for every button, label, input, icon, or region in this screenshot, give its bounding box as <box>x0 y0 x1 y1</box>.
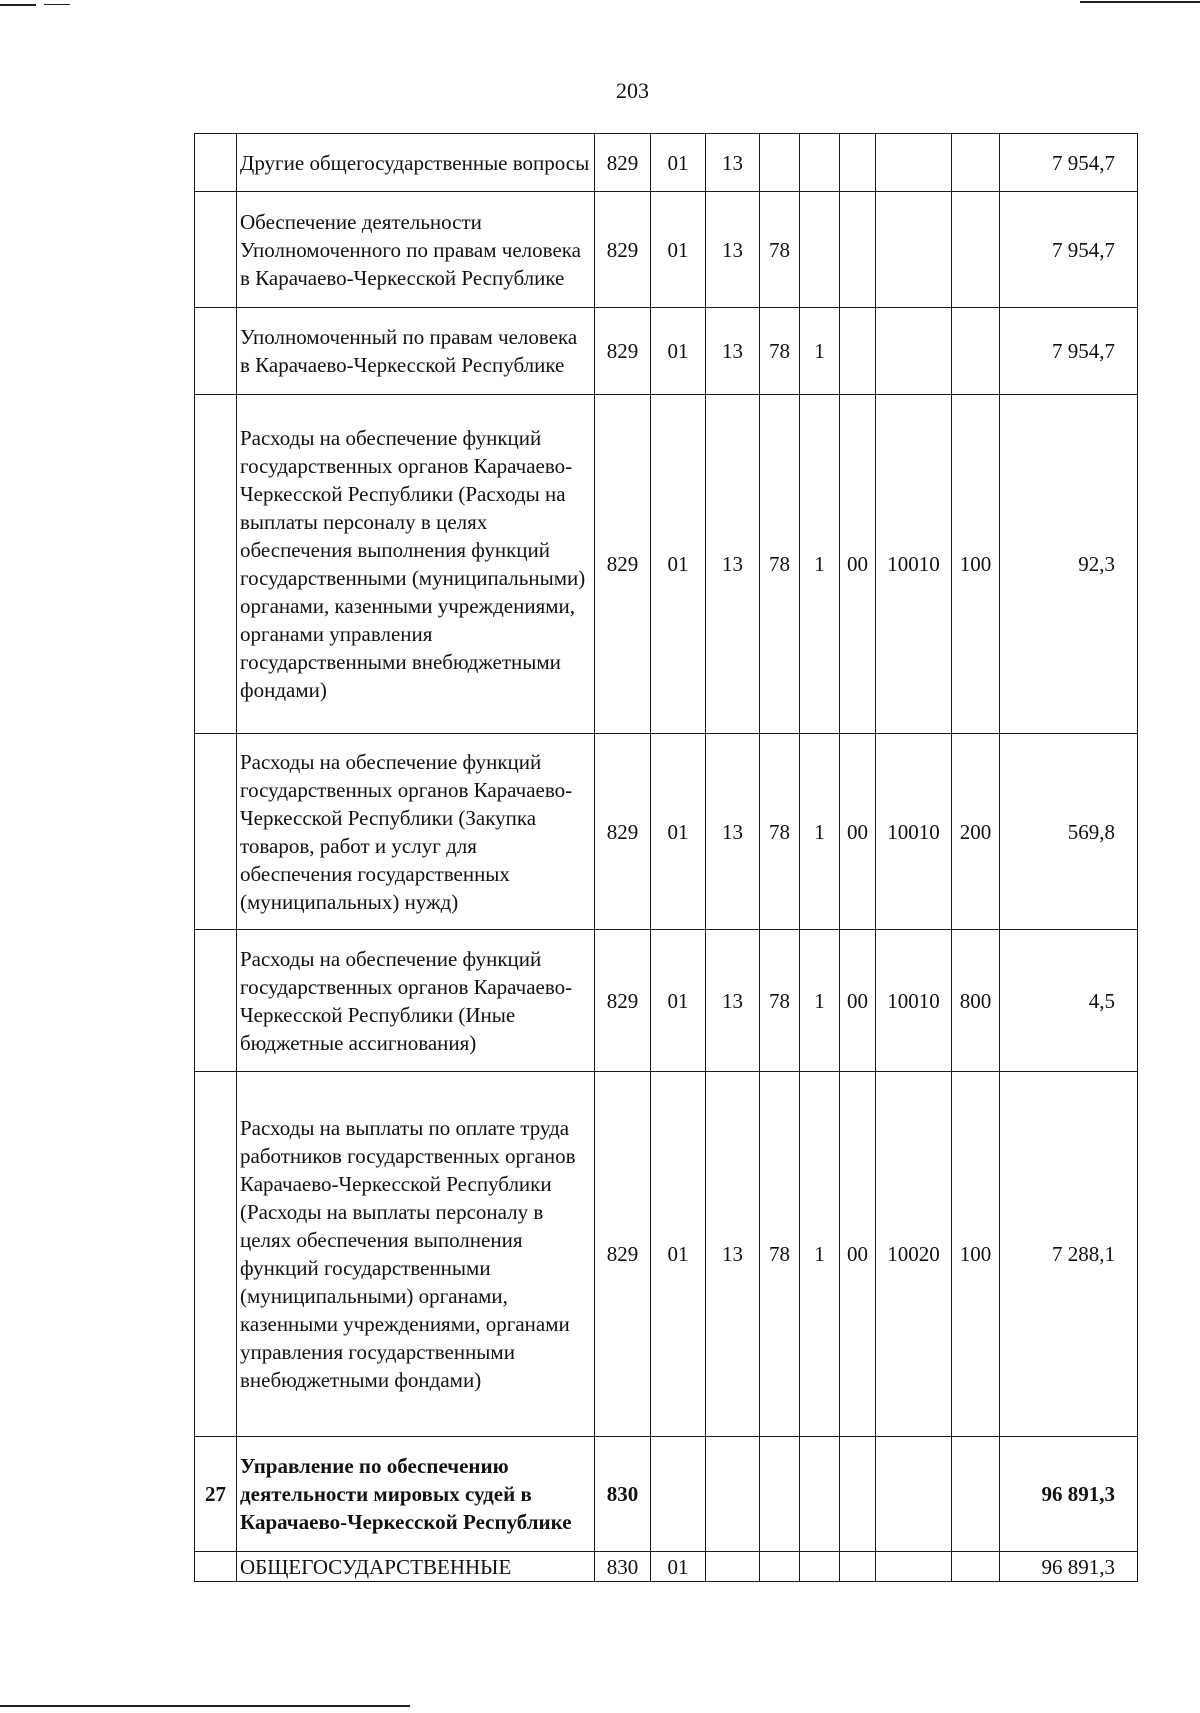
target-code-part1-cell: 78 <box>760 192 800 308</box>
target-code-part2-cell: 1 <box>800 1072 840 1437</box>
row-number-cell <box>195 1552 237 1582</box>
row-name-cell: Расходы на обеспечение функций государственных органов Карачаево-Черкесской Республики (Расходы на выплаты персоналу в целях обеспечения выполнения функций государственными (муниципальными) органами, казенными учреждениями, органами управления государственными внебюджетными фондами) <box>237 395 595 734</box>
target-code-part4-cell <box>876 308 952 395</box>
table-row <box>195 308 1138 395</box>
target-code-part4-cell <box>876 134 952 192</box>
target-code-part3-cell <box>840 308 876 395</box>
expense-type-cell <box>952 192 1000 308</box>
table-row <box>195 734 1138 930</box>
target-code-part2-cell <box>800 1552 840 1582</box>
budget-table <box>194 133 1138 1582</box>
target-code-part1-cell <box>760 1437 800 1552</box>
row-number-cell <box>195 1072 237 1437</box>
target-code-part2-cell: 1 <box>800 930 840 1072</box>
row-name-cell: Другие общегосударственные вопросы <box>237 134 595 192</box>
subsection-code-cell: 13 <box>706 1072 760 1437</box>
target-code-part3-cell <box>840 1437 876 1552</box>
row-number-cell <box>195 308 237 395</box>
expense-type-cell: 200 <box>952 734 1000 930</box>
section-code-cell <box>651 1437 706 1552</box>
amount-cell: 7 954,7 <box>1000 134 1138 192</box>
subsection-code-cell <box>706 1552 760 1582</box>
target-code-part4-cell: 10010 <box>876 734 952 930</box>
row-name-cell: Обеспечение деятельности Уполномоченного по правам человека в Карачаево-Черкесской Республике <box>237 192 595 308</box>
expense-type-cell <box>952 1437 1000 1552</box>
target-code-part1-cell: 78 <box>760 395 800 734</box>
target-code-part3-cell <box>840 192 876 308</box>
target-code-part1-cell: 78 <box>760 734 800 930</box>
target-code-part4-cell: 10010 <box>876 395 952 734</box>
row-number-cell <box>195 192 237 308</box>
amount-cell: 569,8 <box>1000 734 1138 930</box>
subsection-code-cell: 13 <box>706 930 760 1072</box>
target-code-part4-cell <box>876 1552 952 1582</box>
target-code-part1-cell <box>760 134 800 192</box>
row-number-cell <box>195 734 237 930</box>
target-code-part2-cell: 1 <box>800 734 840 930</box>
table-row <box>195 1437 1138 1552</box>
target-code-part3-cell: 00 <box>840 1072 876 1437</box>
target-code-part2-cell <box>800 1437 840 1552</box>
section-code-cell: 01 <box>651 192 706 308</box>
ved-code-cell: 829 <box>595 734 651 930</box>
table-row <box>195 134 1138 192</box>
amount-cell: 7 954,7 <box>1000 192 1138 308</box>
target-code-part2-cell <box>800 134 840 192</box>
expense-type-cell: 100 <box>952 395 1000 734</box>
section-code-cell: 01 <box>651 308 706 395</box>
amount-cell: 7 954,7 <box>1000 308 1138 395</box>
page-number: 203 <box>616 78 649 103</box>
table-row <box>195 395 1138 734</box>
expense-type-cell <box>952 134 1000 192</box>
subsection-code-cell: 13 <box>706 734 760 930</box>
target-code-part1-cell: 78 <box>760 308 800 395</box>
target-code-part3-cell <box>840 134 876 192</box>
target-code-part1-cell: 78 <box>760 930 800 1072</box>
ved-code-cell: 829 <box>595 1072 651 1437</box>
amount-cell: 96 891,3 <box>1000 1552 1138 1582</box>
target-code-part4-cell <box>876 192 952 308</box>
section-code-cell: 01 <box>651 134 706 192</box>
scan-edge-line-top-left-2 <box>44 4 70 5</box>
table-row <box>195 192 1138 308</box>
expense-type-cell: 800 <box>952 930 1000 1072</box>
row-name-cell: Расходы на выплаты по оплате труда работников государственных органов Карачаево-Черкесской Республики (Расходы на выплаты персоналу в целях обеспечения выполнения функций государственными (муниципальными) органами, казенными учреждениями, органами управления государственными внебюджетными фондами) <box>237 1072 595 1437</box>
expense-type-cell <box>952 308 1000 395</box>
table-row <box>195 930 1138 1072</box>
table-row <box>195 1072 1138 1437</box>
target-code-part2-cell: 1 <box>800 395 840 734</box>
ved-code-cell: 829 <box>595 930 651 1072</box>
row-number-cell: 27 <box>195 1437 237 1552</box>
section-code-cell: 01 <box>651 1072 706 1437</box>
target-code-part4-cell: 10020 <box>876 1072 952 1437</box>
section-code-cell: 01 <box>651 734 706 930</box>
scan-edge-line-top-right <box>1080 1 1200 3</box>
amount-cell: 4,5 <box>1000 930 1138 1072</box>
row-number-cell <box>195 930 237 1072</box>
amount-cell: 96 891,3 <box>1000 1437 1138 1552</box>
subsection-code-cell: 13 <box>706 308 760 395</box>
scan-edge-line-top-left <box>0 4 36 6</box>
row-name-cell: Управление по обеспечению деятельности мировых судей в Карачаево-Черкесской Республике <box>237 1437 595 1552</box>
section-code-cell: 01 <box>651 930 706 1072</box>
table-row <box>195 1552 1138 1582</box>
target-code-part3-cell: 00 <box>840 734 876 930</box>
subsection-code-cell <box>706 1437 760 1552</box>
ved-code-cell: 829 <box>595 308 651 395</box>
section-code-cell: 01 <box>651 1552 706 1582</box>
target-code-part1-cell <box>760 1552 800 1582</box>
row-name-cell: Расходы на обеспечение функций государственных органов Карачаево-Черкесской Республики (Закупка товаров, работ и услуг для обеспечения государственных (муниципальных) нужд) <box>237 734 595 930</box>
row-name-cell: Уполномоченный по правам человека в Карачаево-Черкесской Республике <box>237 308 595 395</box>
scan-edge-line-bottom <box>0 1705 410 1707</box>
section-code-cell: 01 <box>651 395 706 734</box>
target-code-part4-cell <box>876 1437 952 1552</box>
target-code-part2-cell <box>800 192 840 308</box>
expense-type-cell: 100 <box>952 1072 1000 1437</box>
ved-code-cell: 829 <box>595 395 651 734</box>
subsection-code-cell: 13 <box>706 134 760 192</box>
ved-code-cell: 830 <box>595 1552 651 1582</box>
amount-cell: 7 288,1 <box>1000 1072 1138 1437</box>
row-number-cell <box>195 134 237 192</box>
row-name-cell: ОБЩЕГОСУДАРСТВЕННЫЕ <box>237 1552 595 1582</box>
expense-type-cell <box>952 1552 1000 1582</box>
row-number-cell <box>195 395 237 734</box>
target-code-part3-cell <box>840 1552 876 1582</box>
target-code-part2-cell: 1 <box>800 308 840 395</box>
ved-code-cell: 829 <box>595 134 651 192</box>
subsection-code-cell: 13 <box>706 192 760 308</box>
ved-code-cell: 829 <box>595 192 651 308</box>
target-code-part3-cell: 00 <box>840 395 876 734</box>
ved-code-cell: 830 <box>595 1437 651 1552</box>
target-code-part1-cell: 78 <box>760 1072 800 1437</box>
target-code-part4-cell: 10010 <box>876 930 952 1072</box>
row-name-cell: Расходы на обеспечение функций государственных органов Карачаево-Черкесской Республики (Иные бюджетные ассигнования) <box>237 930 595 1072</box>
target-code-part3-cell: 00 <box>840 930 876 1072</box>
subsection-code-cell: 13 <box>706 395 760 734</box>
amount-cell: 92,3 <box>1000 395 1138 734</box>
